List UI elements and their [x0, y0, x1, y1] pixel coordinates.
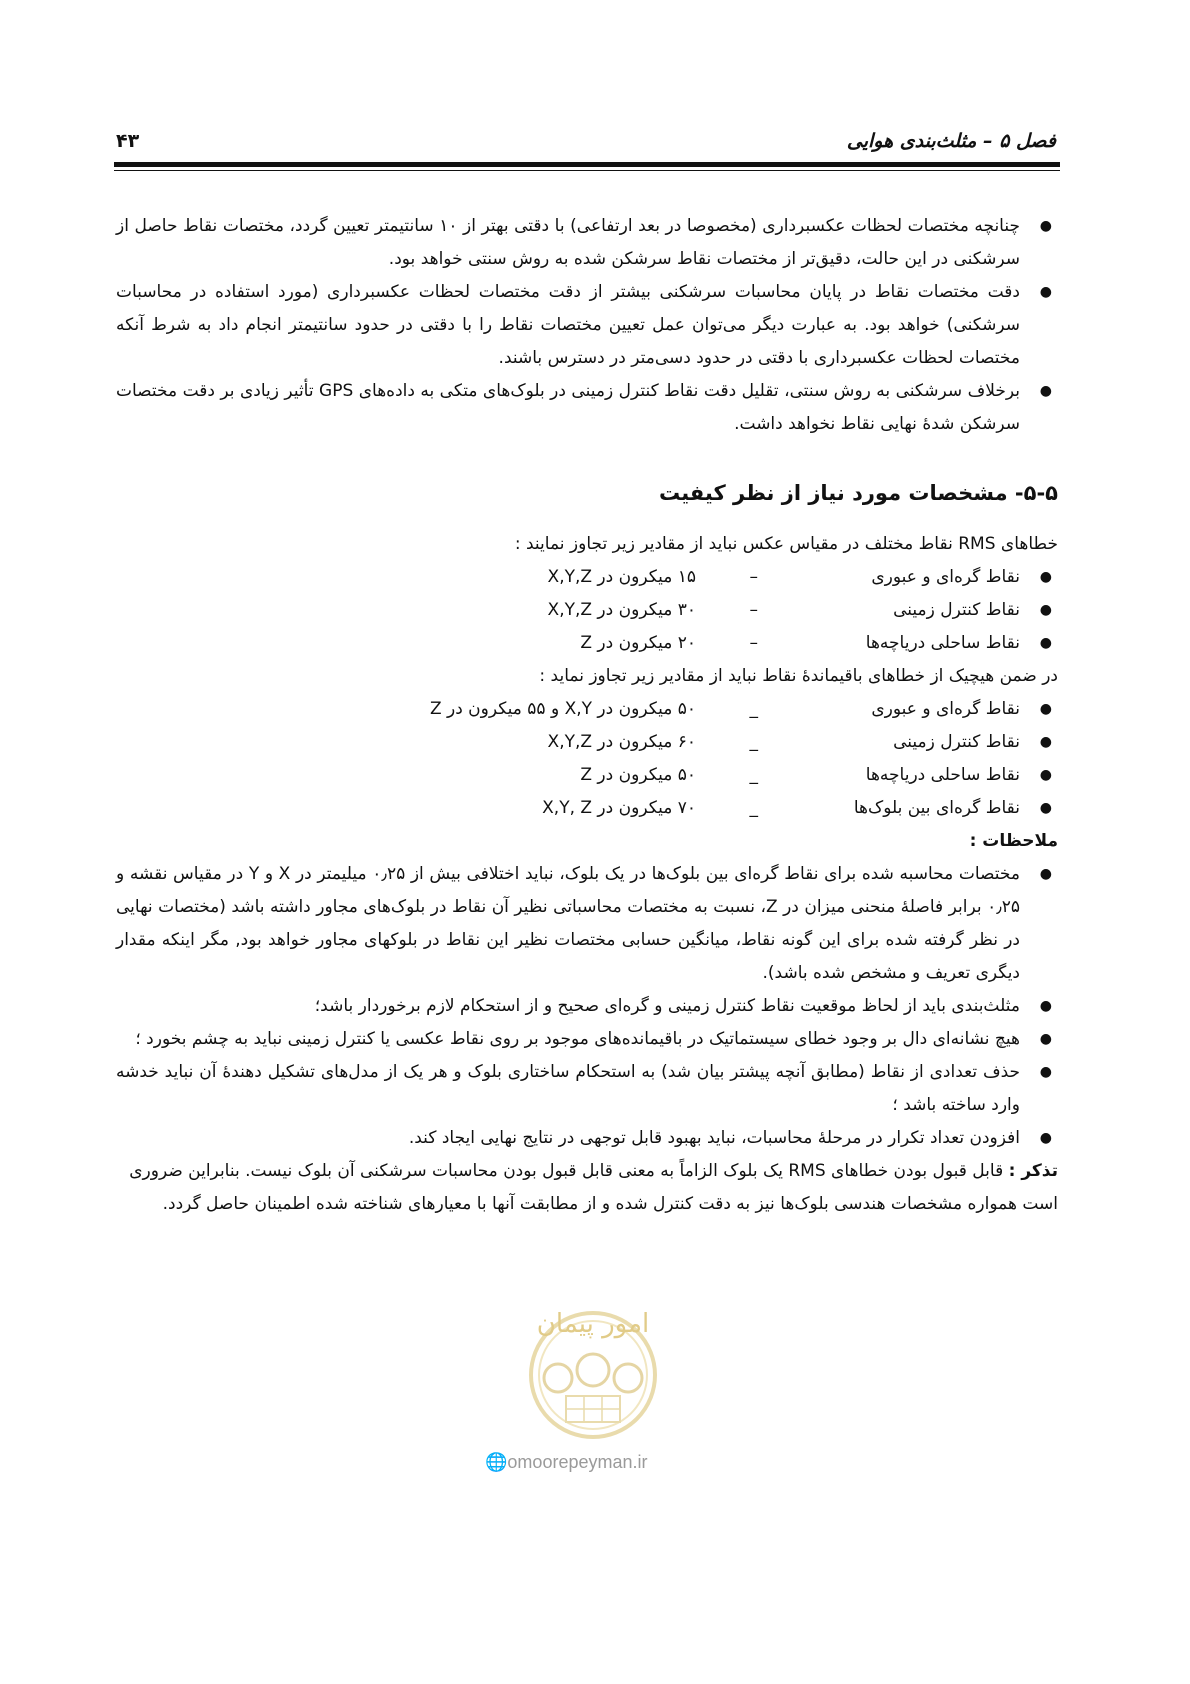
- spec-row: [116, 594, 1058, 627]
- spec-value: ۵۰ میکرون در Z: [580, 765, 696, 785]
- chapter-title: فصل ۵ – مثلث‌بندی هوایی: [846, 130, 1056, 152]
- bullet-icon: ●: [1039, 284, 1052, 300]
- spec-dash: –: [749, 600, 758, 620]
- list-item: [116, 1122, 1058, 1155]
- bullet-icon: ●: [1039, 800, 1052, 816]
- list-item: [116, 858, 1058, 990]
- watermark-site-text: omoorepeyman.ir: [507, 1452, 648, 1472]
- bullet-icon: ●: [1039, 569, 1052, 585]
- spec-dash: _: [749, 699, 758, 719]
- bullet-icon: ●: [1039, 1031, 1052, 1047]
- spec-dash: _: [749, 798, 758, 818]
- spec-dash: –: [749, 567, 758, 587]
- list-item: [116, 276, 1058, 375]
- section-heading: ۵-۵- مشخصات مورد نیاز از نظر کیفیت: [659, 481, 1058, 505]
- globe-icon: 🌐: [485, 1452, 508, 1472]
- list-item: [116, 1056, 1058, 1122]
- reminder-paragraph: [116, 1155, 1058, 1221]
- spec-value: ۵۰ میکرون در X,Y و ۵۵ میکرون در Z: [429, 699, 696, 719]
- spec-name: نقاط گره‌ای و عبوری: [871, 699, 1020, 719]
- spec-name: نقاط ساحلی دریاچه‌ها: [865, 633, 1020, 653]
- list-item-text: مثلث‌بندی باید از لحاظ موقعیت نقاط کنترل زمینی و گره‌ای صحیح و از استحکام لازم برخوردار باشد؛: [314, 996, 1020, 1016]
- spec-name: نقاط کنترل زمینی: [893, 732, 1020, 752]
- list-item-text: افزودن تعداد تکرار در مرحلهٔ محاسبات، نباید بهبود قابل توجهی در نتایج نهایی ایجاد کند.: [408, 1128, 1020, 1148]
- spec-name: نقاط ساحلی دریاچه‌ها: [865, 765, 1020, 785]
- list-item-text: هیچ نشانه‌ای دال بر وجود خطای سیستماتیک در باقیمانده‌های موجود بر روی نقاط عکسی یا کنترل زمینی نباید به چشم بخورد ؛: [135, 1029, 1020, 1049]
- spec-row: [116, 693, 1058, 726]
- intro-bullet-list: [116, 210, 1058, 441]
- rms-spec-list: [116, 561, 1058, 660]
- residual-spec-list: [116, 693, 1058, 825]
- reminder-label: تذکر :: [1008, 1161, 1058, 1181]
- spec-dash: _: [749, 732, 758, 752]
- spec-name: نقاط گره‌ای و عبوری: [871, 567, 1020, 587]
- bullet-icon: ●: [1039, 1064, 1052, 1080]
- spec-row: [116, 759, 1058, 792]
- spec-name: نقاط کنترل زمینی: [893, 600, 1020, 620]
- spec-row: [116, 627, 1058, 660]
- notes-title: ملاحظات :: [969, 831, 1058, 851]
- list-item-text: چنانچه مختصات لحظات عکسبرداری (مخصوصا در بعد ارتفاعی) با دقتی بهتر از ۱۰ سانتیمتر تعیین گردد، مختصات نقاط حاصل از سرشکنی در این حالت، دقیق‌تر از مختصات نقاط سرشکن شده به روش سنتی خواهد بود.: [116, 216, 1020, 269]
- spec-value: ۳۰ میکرون در X,Y,Z: [547, 600, 696, 620]
- watermark-site: [485, 1452, 647, 1473]
- header-rule-thick: [114, 162, 1060, 167]
- bullet-icon: ●: [1039, 602, 1052, 618]
- bullet-icon: ●: [1039, 218, 1052, 234]
- header-rule-thin: [114, 170, 1060, 171]
- spec-row: [116, 792, 1058, 825]
- spec-row: [116, 726, 1058, 759]
- list-item-text: دقت مختصات نقاط در پایان محاسبات سرشکنی بیشتر از دقت مختصات لحظات عکسبرداری (مورد استفاده در محاسبات سرشکنی) خواهد بود. به عبارت دیگر می‌توان عمل تعیین مختصات نقاط را با دقتی در حدود سانتیمتر انجام داد به شرط آنکه مختصات لحظات عکسبرداری با دقتی در حدود دسی‌متر در دسترس باشند.: [116, 282, 1020, 368]
- spec-value: ۷۰ میکرون در X,Y, Z: [542, 798, 696, 818]
- spec-value: ۶۰ میکرون در X,Y,Z: [547, 732, 696, 752]
- spec-dash: –: [749, 633, 758, 653]
- list-item: [116, 210, 1058, 276]
- bullet-icon: ●: [1039, 866, 1052, 882]
- list-item-text: حذف تعدادی از نقاط (مطابق آنچه پیشتر بیان شد) به استحکام ساختاری بلوک و هر یک از مدل‌های تشکیل دهندهٔ آن نباید خدشه وارد ساخته باشد ؛: [116, 1062, 1020, 1115]
- residual-intro: در ضمن هیچیک از خطاهای باقیماندهٔ نقاط نباید از مقادیر زیر تجاوز نماید :: [539, 666, 1058, 686]
- spec-value: ۲۰ میکرون در Z: [580, 633, 696, 653]
- list-item: [116, 375, 1058, 441]
- bullet-icon: ●: [1039, 635, 1052, 651]
- list-item: [116, 990, 1058, 1023]
- bullet-icon: ●: [1039, 1130, 1052, 1146]
- bullet-icon: ●: [1039, 998, 1052, 1014]
- spec-name: نقاط گره‌ای بین بلوک‌ها: [853, 798, 1020, 818]
- list-item-text: برخلاف سرشکنی به روش سنتی، تقلیل دقت نقاط کنترل زمینی در بلوک‌های متکی به داده‌های GPS تأثیر زیادی بر دقت مختصات سرشکن شدهٔ نهایی نقاط نخواهد داشت.: [116, 381, 1020, 434]
- bullet-icon: ●: [1039, 383, 1052, 399]
- spec-dash: _: [749, 765, 758, 785]
- rms-intro: خطاهای RMS نقاط مختلف در مقیاس عکس نباید از مقادیر زیر تجاوز نمایند :: [514, 534, 1058, 554]
- spec-value: ۱۵ میکرون در X,Y,Z: [547, 567, 696, 587]
- watermark-logo-text: امور پیمان: [536, 1309, 650, 1339]
- bullet-icon: ●: [1039, 734, 1052, 750]
- page-number: ۴۳: [116, 130, 140, 152]
- spec-row: [116, 561, 1058, 594]
- bullet-icon: ●: [1039, 767, 1052, 783]
- watermark-logo: [478, 1300, 708, 1440]
- reminder-text: قابل قبول بودن خطاهای RMS یک بلوک الزاماً به معنی قابل قبول بودن محاسبات سرشکنی آن بلوک نیست. بنابراین ضروری است همواره مشخصات هندسی بلوک‌ها نیز به دقت کنترل شده و از مطابقت آنها با معیارهای شناخته شده اطمینان حاصل گردد.: [129, 1161, 1058, 1214]
- page-content: [116, 210, 1058, 1221]
- bullet-icon: ●: [1039, 701, 1052, 717]
- list-item-text: مختصات محاسبه شده برای نقاط گره‌ای بین بلوک‌ها در یک بلوک، نباید اختلافی بیش از ۰٫۲۵ میلیمتر در X و Y در مقیاس نقشه و ۰٫۲۵ برابر فاصلهٔ منحنی میزان در Z، نسبت به مختصات محاسباتی نظیر آن نقاط در بلوک‌های مجاور داشته باشد (مختصات نهایی در نظر گرفته شده برای این گونه نقاط، میانگین حسابی مختصات نظیر این نقاط در بلوکهای مجاور خواهد بود, مگر اینکه مقدار دیگری تعریف و مشخص شده باشد).: [116, 864, 1021, 983]
- list-item: [116, 1023, 1058, 1056]
- notes-list: [116, 858, 1058, 1155]
